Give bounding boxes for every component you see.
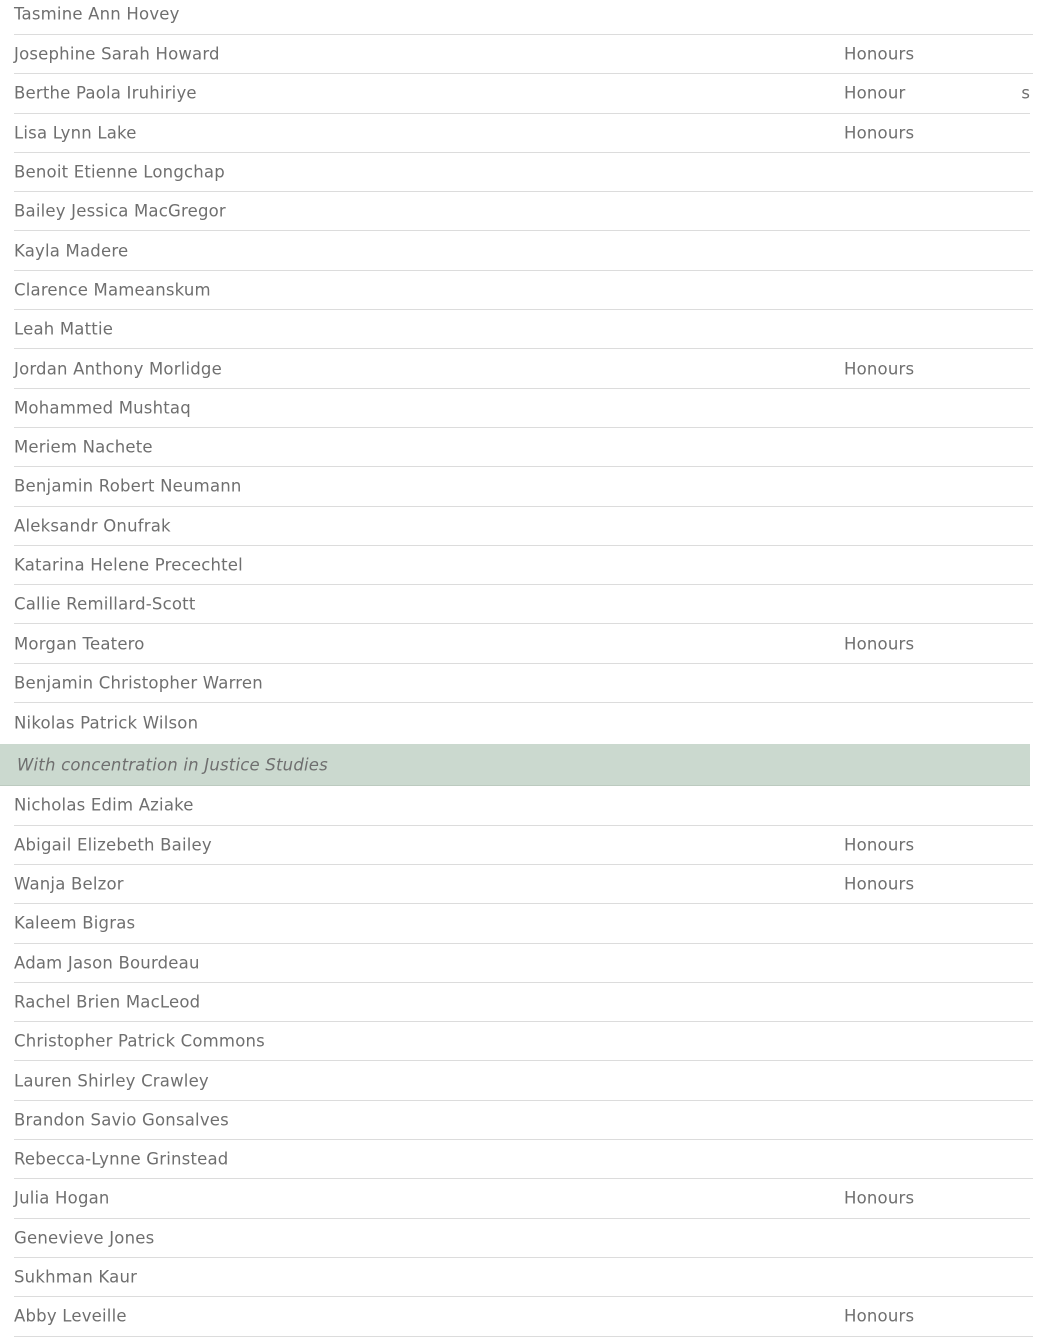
list-item [14,546,1033,585]
list-item [14,428,1033,467]
graduate-name: Julia Hogan [14,1188,110,1208]
list-item [14,865,1033,904]
graduate-name: Benjamin Christopher Warren [14,673,263,693]
list-item [14,1297,1033,1336]
graduate-name: Jordan Anthony Morlidge [14,359,222,379]
graduate-name: Abigail Elizebeth Bailey [14,835,212,855]
list-item [14,904,1033,943]
list-item [14,349,1030,388]
graduate-name: Aleksandr Onufrak [14,516,171,536]
graduate-name: Kaleem Bigras [14,913,136,933]
graduate-name: Mohammed Mushtaq [14,398,191,418]
list-item [14,1179,1030,1218]
list-item [14,310,1033,349]
graduate-name: Lauren Shirley Crawley [14,1071,209,1091]
graduate-name: Wanja Belzor [14,874,124,894]
graduate-name: Tasmine Ann Hovey [14,4,180,24]
graduate-name: Rachel Brien MacLeod [14,992,201,1012]
graduate-name: Sukhman Kaur [14,1267,138,1287]
list-item [14,231,1033,270]
graduate-name: Christopher Patrick Commons [14,1031,265,1051]
list-item [14,703,1033,742]
list-item [14,1061,1033,1100]
list-item [14,1219,1033,1258]
list-item [14,271,1033,310]
graduate-name: Nikolas Patrick Wilson [14,713,199,733]
honours-label: Honours [844,44,915,64]
graduate-name: Abby Leveille [14,1306,127,1326]
honours-label: Honours [844,1188,915,1208]
graduate-name: Brandon Savio Gonsalves [14,1110,229,1130]
honours-label-overflow: s [1021,83,1030,103]
list-item [14,786,1033,825]
list-item [14,1140,1033,1179]
honours-label: Honours [844,1306,915,1326]
honours-label: Honours [844,874,915,894]
list-item [14,624,1033,663]
graduate-name: Lisa Lynn Lake [14,123,137,143]
graduate-name: Benjamin Robert Neumann [14,476,242,496]
graduate-name: Berthe Paola Iruhiriye [14,83,197,103]
honours-label: Honour [844,83,906,103]
section-heading-label: With concentration in Justice Studies [17,755,328,775]
list-item [14,192,1030,231]
list-item [14,35,1033,74]
list-item [14,389,1033,428]
list-item [14,826,1033,865]
list-item [14,1101,1033,1140]
graduate-name: Katarina Helene Precechtel [14,555,243,575]
list-item [14,944,1033,983]
graduate-name: Genevieve Jones [14,1228,155,1248]
list-item [14,114,1030,153]
graduate-name: Meriem Nachete [14,437,153,457]
graduate-name: Clarence Mameanskum [14,280,211,300]
honours-label: Honours [844,835,915,855]
list-item [14,507,1033,546]
graduate-name: Leah Mattie [14,319,114,339]
list-item [14,585,1033,624]
list-item [14,1258,1033,1297]
graduate-name: Bailey Jessica MacGregor [14,201,226,221]
list-item [14,983,1033,1022]
section-heading [0,744,1030,786]
honours-label: Honours [844,359,915,379]
graduate-name: Josephine Sarah Howard [14,44,220,64]
list-item [14,74,1030,113]
list-item [14,664,1033,703]
graduate-name: Kayla Madere [14,241,129,261]
graduate-name: Rebecca-Lynne Grinstead [14,1149,229,1169]
honours-label: Honours [844,634,915,654]
graduate-name: Benoit Etienne Longchap [14,162,225,182]
honours-label: Honours [844,123,915,143]
list-item [14,1022,1033,1061]
list-item [14,467,1033,506]
list-item [14,0,1033,35]
graduate-name: Callie Remillard-Scott [14,594,196,614]
graduate-name: Nicholas Edim Aziake [14,795,194,815]
list-item [14,153,1033,192]
graduate-name: Adam Jason Bourdeau [14,953,200,973]
graduate-name: Morgan Teatero [14,634,145,654]
